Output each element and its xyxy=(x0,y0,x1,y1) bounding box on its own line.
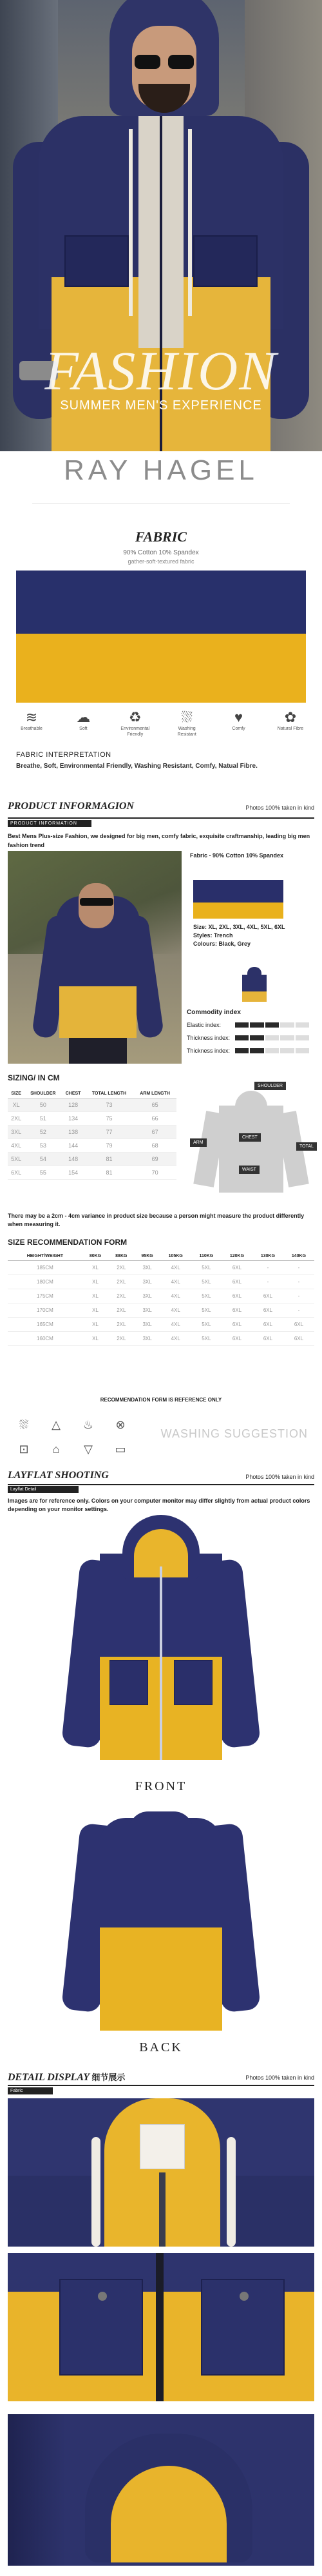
diagram-label-chest: CHEST xyxy=(239,1133,261,1142)
table-cell: 75 xyxy=(85,1112,133,1126)
table-cell: 3XL xyxy=(134,1289,160,1303)
hang-dry-icon: ⌂ xyxy=(52,1443,60,1456)
diagram-label-total: TOTAL xyxy=(296,1142,317,1151)
table-row xyxy=(8,1153,176,1166)
comfy-icon: ♥ xyxy=(234,709,243,725)
size-table xyxy=(8,1089,176,1180)
table-cell: 180CM xyxy=(8,1275,82,1289)
detail-hood-closeup xyxy=(8,2098,314,2247)
level-segment xyxy=(296,1035,309,1040)
table-header-row xyxy=(8,1252,314,1261)
table-cell: 160CM xyxy=(8,1332,82,1346)
fabric-feature-label: Comfy xyxy=(232,727,245,731)
fabric-feature-label: Breathable xyxy=(21,727,43,731)
fabric-feature xyxy=(120,709,151,745)
dry-flat-icon: ▭ xyxy=(115,1443,126,1456)
table-cell: - xyxy=(283,1303,314,1318)
hero-banner xyxy=(0,0,322,451)
product-color-swatch xyxy=(193,880,283,919)
photos-note: Photos 100% taken in kind xyxy=(245,805,314,811)
table-cell: 50 xyxy=(24,1098,61,1112)
fabric-interpretation-title: FABRIC INTERPRETATION xyxy=(16,751,111,759)
table-cell: 4XL xyxy=(160,1261,191,1275)
table-cell: 6XL xyxy=(252,1303,283,1318)
recommendation-footer: RECOMMENDATION FORM IS REFERENCE ONLY xyxy=(100,1397,222,1403)
table-cell: 5XL xyxy=(191,1275,222,1289)
table-row xyxy=(8,1318,314,1332)
fabric-interpretation-text: Breathe, Soft, Environmental Friendly, Washing Resistant, Comfy, Natual Fibre. xyxy=(16,763,258,770)
product-info-header xyxy=(8,799,314,819)
table-cell: 4XL xyxy=(160,1289,191,1303)
level-segment xyxy=(250,1048,263,1053)
detail-title: DETAIL DISPLAY 细节展示 xyxy=(8,2072,126,2083)
table-cell: 3XL xyxy=(134,1261,160,1275)
table-cell: 175CM xyxy=(8,1289,82,1303)
table-cell: 2XL xyxy=(108,1289,134,1303)
level-segment xyxy=(265,1022,279,1028)
table-cell: 2XL xyxy=(108,1318,134,1332)
table-cell: 185CM xyxy=(8,1261,82,1275)
level-segment xyxy=(250,1022,263,1028)
table-cell: 66 xyxy=(133,1112,176,1126)
table-cell: 67 xyxy=(133,1126,176,1139)
product-info-strip: PRODUCT INFORMATION xyxy=(8,820,91,827)
table-cell: 52 xyxy=(24,1126,61,1139)
table-cell: 4XL xyxy=(160,1332,191,1346)
column-header: 140KG xyxy=(283,1252,314,1261)
commodity-level-bar xyxy=(235,1048,309,1053)
table-cell: 6XL xyxy=(222,1303,252,1318)
table-cell: - xyxy=(283,1289,314,1303)
fabric-swatch xyxy=(16,571,306,703)
brand-name: RAY HAGEL xyxy=(64,454,258,486)
table-cell: 128 xyxy=(61,1098,85,1112)
commodity-label: Elastic index: xyxy=(187,1022,222,1028)
commodity-level-bar xyxy=(235,1035,309,1040)
table-cell: 134 xyxy=(61,1112,85,1126)
fabric-feature xyxy=(171,709,202,745)
detail-photos-note: Photos 100% taken in kind xyxy=(245,2074,314,2081)
table-cell: XL xyxy=(82,1261,108,1275)
table-row xyxy=(8,1126,176,1139)
detail-strip: Fabric xyxy=(8,2087,53,2094)
table-cell: 154 xyxy=(61,1166,85,1180)
jacket-pocket-left xyxy=(64,235,129,287)
table-cell: XL xyxy=(82,1289,108,1303)
detail-lining-closeup xyxy=(8,2414,314,2566)
table-cell: 81 xyxy=(85,1153,133,1166)
table-cell: 2XL xyxy=(108,1261,134,1275)
table-cell: 65 xyxy=(133,1098,176,1112)
detail-header xyxy=(8,2069,314,2086)
table-cell: 51 xyxy=(24,1112,61,1126)
table-row xyxy=(8,1098,176,1112)
table-row xyxy=(8,1112,176,1126)
table-cell: - xyxy=(283,1275,314,1289)
table-cell: XL xyxy=(82,1332,108,1346)
table-cell: 6XL xyxy=(222,1261,252,1275)
table-cell: 4XL xyxy=(160,1303,191,1318)
table-cell: 6XL xyxy=(252,1332,283,1346)
fabric-header xyxy=(0,529,322,565)
table-row xyxy=(8,1332,314,1346)
fabric-subtitle: gather-soft-textured fabric xyxy=(128,558,194,565)
commodity-row xyxy=(187,1044,309,1057)
column-header: 95KG xyxy=(134,1252,160,1261)
product-colours: Colours: Black, Grey xyxy=(193,941,251,947)
table-cell: - xyxy=(252,1261,283,1275)
swatch-yellow xyxy=(16,634,306,703)
table-cell: 53 xyxy=(24,1139,61,1153)
product-description: Best Mens Plus-size Fashion, we designed for big men, comfy fabric, exquisite craftmanship, leading big men fashion trend xyxy=(8,833,310,848)
fabric-feature-label: Environmental Friendly xyxy=(120,727,150,737)
product-styles: Styles: Trench xyxy=(193,932,233,939)
table-cell: XL xyxy=(8,1098,24,1112)
level-segment xyxy=(265,1048,279,1053)
washing-suggestion-label: WASHING SUGGESTION xyxy=(160,1427,308,1440)
table-cell: 3XL xyxy=(134,1275,160,1289)
diagram-label-shoulder: SHOULDER xyxy=(254,1082,286,1090)
table-cell: 6XL xyxy=(222,1318,252,1332)
fabric-feature xyxy=(68,709,99,745)
table-cell: 4XL xyxy=(160,1275,191,1289)
table-cell: 148 xyxy=(61,1153,85,1166)
commodity-level-bar xyxy=(235,1022,309,1028)
table-cell: 4XL xyxy=(8,1139,24,1153)
table-cell: XL xyxy=(82,1318,108,1332)
table-cell: 79 xyxy=(85,1139,133,1153)
commodity-index-title: Commodity index xyxy=(187,1009,241,1016)
commodity-label: Thickness index: xyxy=(187,1035,231,1041)
layflat-description: Images are for reference only. Colors on your computer monitor may differ slightly from actual product colors depending on your monitor settings. xyxy=(8,1498,310,1512)
table-cell: 6XL xyxy=(8,1166,24,1180)
product-fabric: Fabric - 90% Cotton 10% Spandex xyxy=(190,852,284,859)
table-row xyxy=(8,1261,314,1275)
table-cell: 6XL xyxy=(252,1289,283,1303)
fabric-feature-icons xyxy=(16,709,306,745)
table-cell: - xyxy=(283,1261,314,1275)
size-variance-note: There may be a 2cm - 4cm variance in product size because a person might measure the product differently when measuring it. xyxy=(8,1213,305,1227)
table-cell: 68 xyxy=(133,1139,176,1153)
table-cell: 70 xyxy=(133,1166,176,1180)
table-cell: 5XL xyxy=(191,1318,222,1332)
fabric-feature-label: Natural Fibre xyxy=(277,727,304,731)
table-row xyxy=(8,1303,314,1318)
column-header: HEIGHT/WEIGHT xyxy=(8,1252,82,1261)
table-cell: 5XL xyxy=(191,1289,222,1303)
table-header-row xyxy=(8,1089,176,1098)
hand-wash-icon: ⛆ xyxy=(19,1418,29,1431)
level-segment xyxy=(280,1035,294,1040)
table-cell: 55 xyxy=(24,1166,61,1180)
back-caption: BACK xyxy=(139,2040,183,2054)
level-segment xyxy=(250,1035,263,1040)
table-cell: 4XL xyxy=(160,1318,191,1332)
table-cell: 170CM xyxy=(8,1303,82,1318)
table-cell: 2XL xyxy=(8,1112,24,1126)
table-cell: 3XL xyxy=(134,1332,160,1346)
layflat-header xyxy=(8,1469,314,1485)
fabric-composition: 90% Cotton 10% Spandex xyxy=(123,549,199,556)
table-cell: 6XL xyxy=(283,1318,314,1332)
diagram-label-arm: ARM xyxy=(190,1138,207,1147)
level-segment xyxy=(296,1048,309,1053)
column-header: SIZE xyxy=(8,1089,24,1098)
commodity-index xyxy=(187,1019,309,1057)
swatch-navy xyxy=(16,571,306,634)
product-specs xyxy=(193,923,285,948)
table-cell: 6XL xyxy=(222,1289,252,1303)
natural-fibre-icon: ✿ xyxy=(284,709,297,725)
diagram-label-waist: WAIST xyxy=(239,1166,260,1174)
commodity-row xyxy=(187,1019,309,1031)
table-cell: 2XL xyxy=(108,1332,134,1346)
breathable-icon: ≋ xyxy=(25,709,38,725)
table-cell: 5XL xyxy=(191,1332,222,1346)
table-cell: 81 xyxy=(85,1166,133,1180)
table-cell: XL xyxy=(82,1275,108,1289)
wash-30-icon: ▽ xyxy=(84,1443,93,1456)
fabric-feature xyxy=(16,709,47,745)
table-cell: 5XL xyxy=(8,1153,24,1166)
no-dry-clean-icon: ⊗ xyxy=(115,1418,126,1431)
jacket-front-image xyxy=(71,1515,251,1766)
table-cell: 5XL xyxy=(191,1261,222,1275)
table-cell: 2XL xyxy=(108,1275,134,1289)
environmental-icon: ♻ xyxy=(128,709,142,725)
size-chart-title: SIZING/ IN CM xyxy=(8,1073,60,1082)
recommendation-title: SIZE RECOMMENDATION FORM xyxy=(8,1238,128,1247)
column-header: ARM LENGTH xyxy=(133,1089,176,1098)
table-cell: 54 xyxy=(24,1153,61,1166)
level-segment xyxy=(280,1022,294,1028)
table-cell: - xyxy=(252,1275,283,1289)
fashion-subheadline: SUMMER MEN'S EXPERIENCE xyxy=(60,398,262,413)
model-photo xyxy=(8,851,182,1064)
table-cell: 77 xyxy=(85,1126,133,1139)
level-segment xyxy=(235,1022,249,1028)
column-header: SHOULDER xyxy=(24,1089,61,1098)
washing-icon: ⛆ xyxy=(181,709,193,725)
column-header: TOTAL LENGTH xyxy=(85,1089,133,1098)
recommendation-table xyxy=(8,1252,314,1346)
table-row xyxy=(8,1275,314,1289)
table-cell: 3XL xyxy=(134,1303,160,1318)
layflat-strip: Layflat Detail xyxy=(8,1486,79,1493)
table-cell: 2XL xyxy=(108,1303,134,1318)
iron-icon: ♨ xyxy=(82,1418,94,1431)
measurement-diagram xyxy=(190,1083,312,1205)
table-cell: 5XL xyxy=(191,1303,222,1318)
tumble-dry-icon: ⊡ xyxy=(19,1443,29,1456)
level-segment xyxy=(235,1035,249,1040)
table-cell: 69 xyxy=(133,1153,176,1166)
no-bleach-icon: △ xyxy=(52,1418,61,1431)
commodity-label: Thickness index: xyxy=(187,1048,231,1054)
column-header: 80KG xyxy=(82,1252,108,1261)
fabric-feature-label: Washing Resistant xyxy=(177,727,196,737)
fabric-feature xyxy=(275,709,306,745)
column-header: 88KG xyxy=(108,1252,134,1261)
jacket-pocket-right xyxy=(193,235,258,287)
fabric-feature-label: Soft xyxy=(79,727,88,731)
table-cell: 6XL xyxy=(252,1318,283,1332)
soft-icon: ☁ xyxy=(76,709,91,725)
fabric-title: FABRIC xyxy=(135,529,187,545)
commodity-row xyxy=(187,1031,309,1044)
table-cell: 144 xyxy=(61,1139,85,1153)
fabric-feature xyxy=(223,709,254,745)
front-caption: FRONT xyxy=(135,1779,187,1793)
column-header: 105KG xyxy=(160,1252,191,1261)
table-cell: XL xyxy=(82,1303,108,1318)
table-row xyxy=(8,1139,176,1153)
product-info-title: PRODUCT INFORMAGION xyxy=(8,801,135,812)
sunglasses-icon xyxy=(132,55,196,69)
table-cell: 6XL xyxy=(283,1332,314,1346)
jacket-thumbnail xyxy=(238,967,270,1002)
column-header: 130KG xyxy=(252,1252,283,1261)
level-segment xyxy=(296,1022,309,1028)
level-segment xyxy=(235,1048,249,1053)
table-cell: 3XL xyxy=(8,1126,24,1139)
table-cell: 6XL xyxy=(222,1275,252,1289)
level-segment xyxy=(280,1048,294,1053)
column-header: CHEST xyxy=(61,1089,85,1098)
fashion-headline: FASHION xyxy=(44,340,278,402)
level-segment xyxy=(265,1035,279,1040)
table-cell: 3XL xyxy=(134,1318,160,1332)
column-header: 110KG xyxy=(191,1252,222,1261)
product-sizes: Size: XL, 2XL, 3XL, 4XL, 5XL, 6XL xyxy=(193,924,285,930)
detail-pocket-closeup xyxy=(8,2253,314,2401)
washing-section xyxy=(8,1413,314,1465)
layflat-title: LAYFLAT SHOOTING xyxy=(8,1470,109,1481)
table-cell: 6XL xyxy=(222,1332,252,1346)
table-row xyxy=(8,1166,176,1180)
table-cell: 138 xyxy=(61,1126,85,1139)
table-cell: 165CM xyxy=(8,1318,82,1332)
column-header: 120KG xyxy=(222,1252,252,1261)
table-row xyxy=(8,1289,314,1303)
washing-icons xyxy=(8,1417,137,1457)
layflat-photos-note: Photos 100% taken in kind xyxy=(245,1474,314,1480)
jacket-back-image xyxy=(71,1811,251,2044)
table-cell: 73 xyxy=(85,1098,133,1112)
